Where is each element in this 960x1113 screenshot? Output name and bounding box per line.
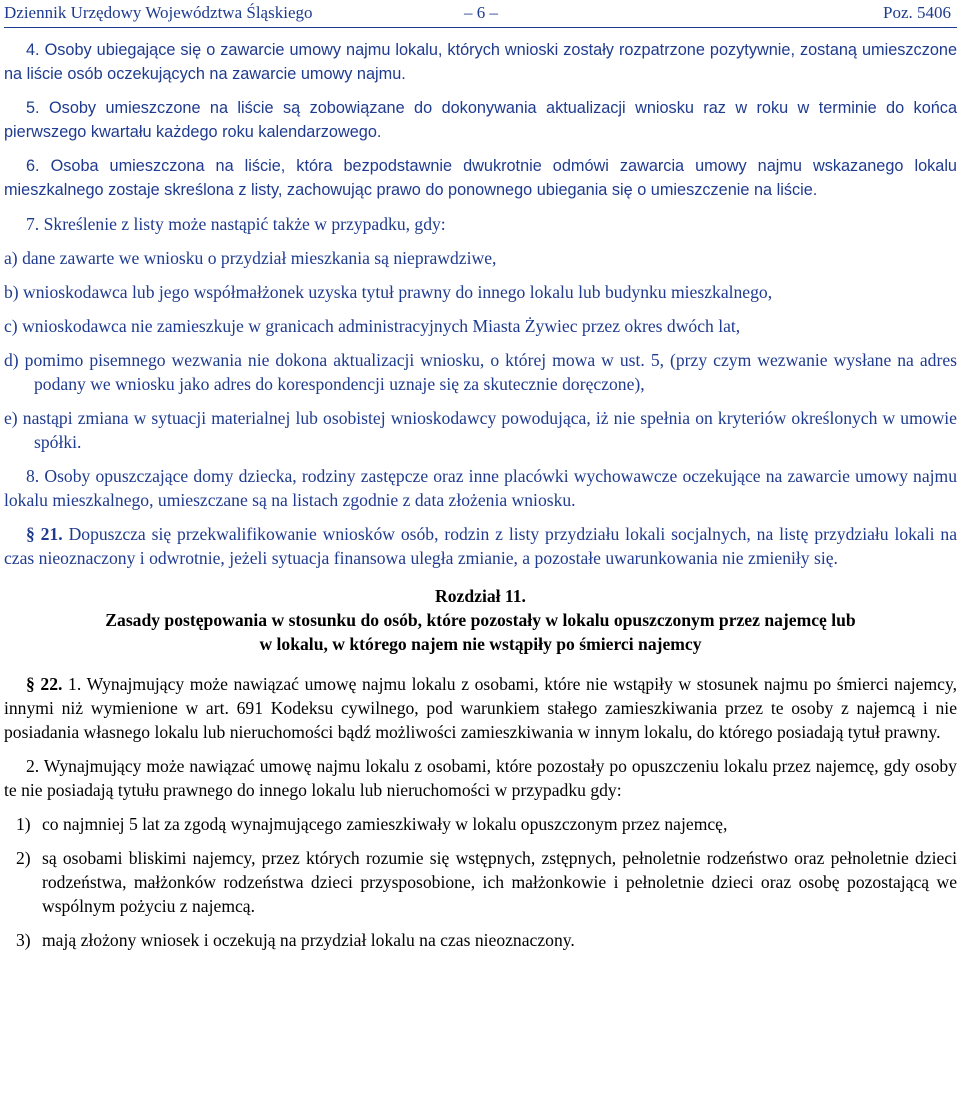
list-item-d: d) pomimo pisemnego wezwania nie dokona aktualizacji wniosku, o której mowa w ust. 5, (przy czym wezwanie wysłane na adres podany we wniosku jako adres do korespondencji uznaje się za skutecznie doręczone), [4, 350, 957, 394]
section-22-paragraph-1: § 22. 1. Wynajmujący może nawiązać umowę najmu lokalu z osobami, które nie wstąpiły w stosunek najmu po śmierci najemcy, innymi niż wymienione w art. 691 Kodeksu cywilnego, pod warunkiem stałego zamieszkiwania przez te osoby z najemcą i nie posiadania własnego lokalu lub nieruchomości bądź możliwości zamieszkiwania w innym lokalu, do którego posiadają tytuł prawny. [4, 674, 957, 742]
paragraph-7: 7. Skreślenie z listy może nastąpić także w przypadku, gdy: [26, 214, 446, 234]
list-item-text: są osobami bliskimi najemcy, przez których rozumie się wstępnych, zstępnych, pełnoletnie rodzeństwo oraz pełnoletnie dzieci rodzeństwa, małżonków rodzeństwa dzieci przysposobione, ich małżonkowie i pełnoletnie dzieci oraz osobę pozostającą we wspólnym pożyciu z najemcą. [42, 848, 957, 916]
list-item-a: a) dane zawarte we wniosku o przydział mieszkania są nieprawdziwe, [4, 248, 497, 268]
journal-title: Dziennik Urzędowy Województwa Śląskiego [4, 3, 313, 22]
list-item-1 [4, 812, 957, 836]
paragraph-5: 5. Osoby umieszczone na liście są zobowiązane do dokonywania aktualizacji wniosku raz w roku w terminie do końca pierwszego kwartału każdego roku kalendarzowego. [4, 99, 957, 141]
list-item-label: 3) [16, 930, 31, 950]
list-item-label: 1) [16, 814, 31, 834]
list-item-3 [4, 928, 957, 952]
document-page [4, 0, 957, 952]
page-header [4, 0, 957, 26]
paragraph-8: 8. Osoby opuszczające domy dziecka, rodziny zastępcze oraz inne placówki wychowawcze oczekujące na zawarcie umowy najmu lokalu mieszkalnego, umieszczane są na listach zgodnie z data złożenia wniosku. [4, 466, 958, 510]
paragraph-4: 4. Osoby ubiegające się o zawarcie umowy najmu lokalu, których wnioski zostały rozpatrzone pozytywnie, zostaną umieszczone na liście osób oczekujących na zawarcie umowy najmu. [4, 41, 957, 83]
paragraph-6: 6. Osoba umieszczona na liście, która bezpodstawnie dwukrotnie odmówi zawarcia umowy najmu wskazanego lokalu mieszkalnego zostaje skreślona z listy, zachowując prawo do ponownego ubiegania się o umieszczenie na liście. [4, 157, 957, 199]
chapter-title-line1: Zasady postępowania w stosunku do osób, które pozostały w lokalu opuszczonym przez najemcę lub [105, 610, 856, 630]
chapter-label: Rozdział 11. [435, 586, 526, 606]
header-rule [4, 27, 957, 28]
section-22-paragraph-2: 2. Wynajmujący może nawiązać umowę najmu lokalu z osobami, które pozostały po opuszczeniu lokalu przez najemcę, gdy osoby te nie posiadają tytułu prawnego do innego lokalu lub nieruchomości w przypadku gdy: [4, 756, 957, 800]
list-item-2 [4, 846, 957, 918]
position-number: Poz. 5406 [883, 3, 951, 22]
page-number: – 6 – [464, 3, 498, 22]
list-item-text: mają złożony wniosek i oczekują na przydział lokalu na czas nieoznaczony. [42, 930, 575, 950]
section-21: § 21. Dopuszcza się przekwalifikowanie wniosków osób, rodzin z listy przydziału lokali socjalnych, na listę przydziału lokali na czas nieoznaczony i odwrotnie, jeżeli sytuacja finansowa uległa zmianie, a pozostałe uwarunkowania nie zmieniły się. [4, 524, 958, 568]
list-item-text: co najmniej 5 lat za zgodą wynajmującego zamieszkiwały w lokalu opuszczonym przez najemcę, [42, 814, 728, 834]
list-item-e: e) nastąpi zmiana w sytuacji materialnej lub osobistej wnioskodawcy powodująca, iż nie spełnia on kryteriów określonych w umowie spółki. [4, 408, 957, 452]
list-item-label: 2) [16, 848, 31, 868]
chapter-title-line2: w lokalu, w którego najem nie wstąpiły po śmierci najemcy [259, 634, 702, 654]
list-item-c: c) wnioskodawca nie zamieszkuje w granicach administracyjnych Miasta Żywiec przez okres dwóch lat, [4, 316, 741, 336]
document-body [4, 26, 957, 952]
list-item-b: b) wnioskodawca lub jego współmałżonek uzyska tytuł prawny do innego lokalu lub budynku mieszkalnego, [4, 282, 773, 302]
